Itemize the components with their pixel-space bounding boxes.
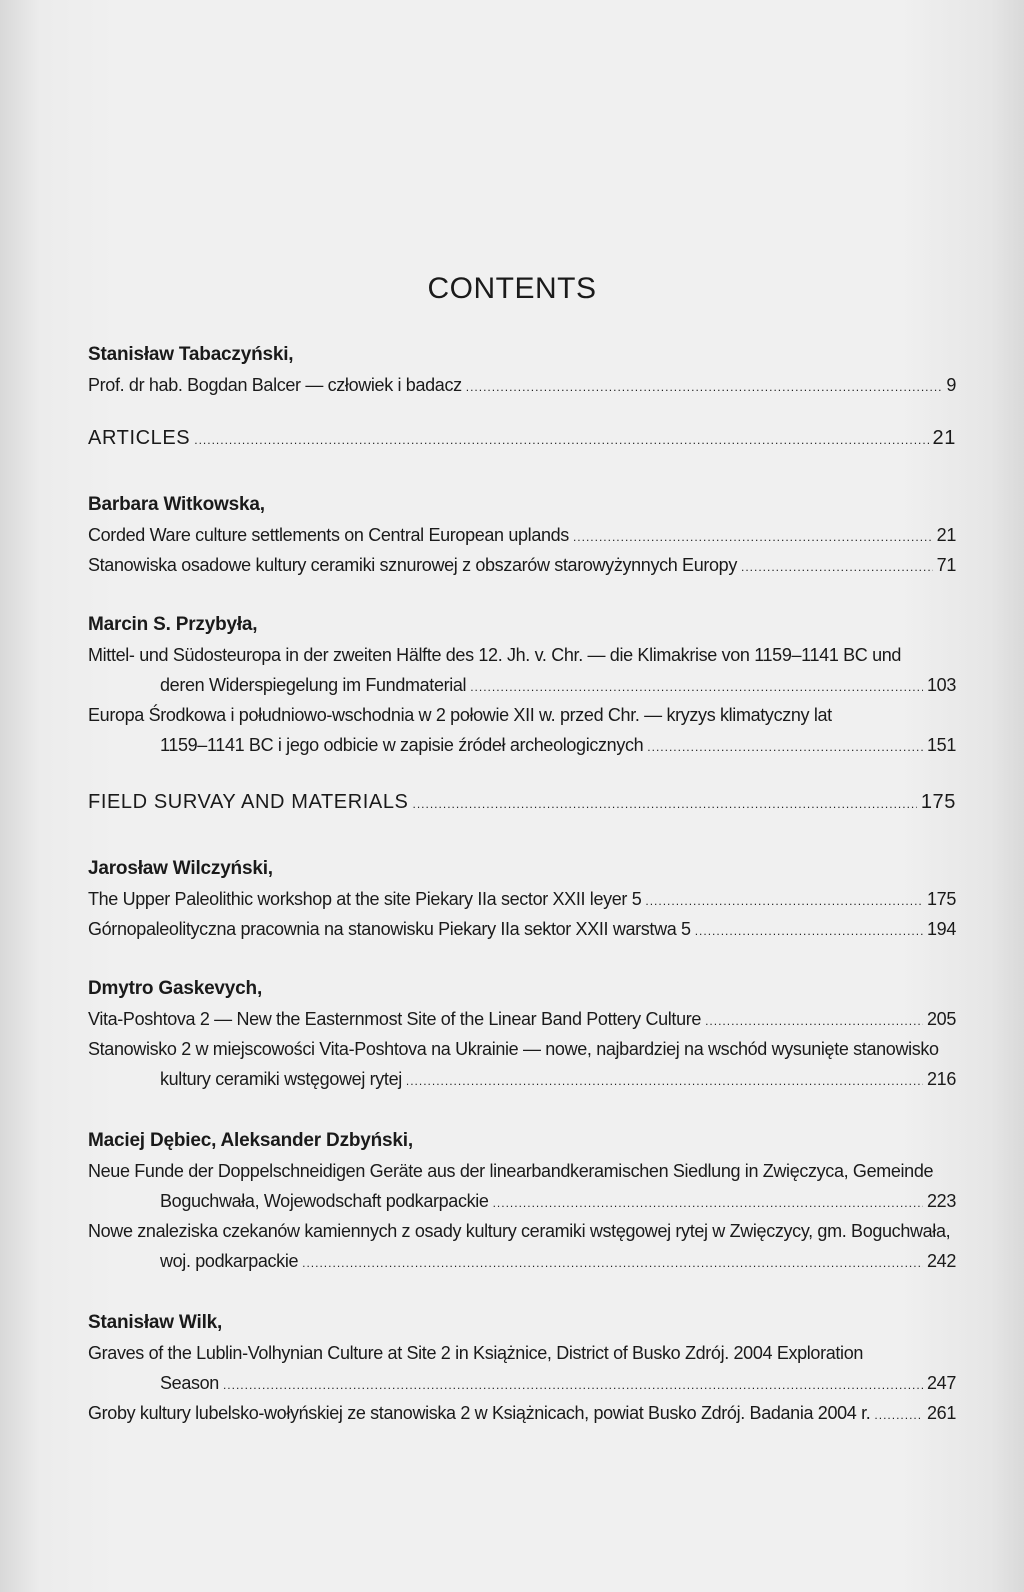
entry-title: Groby kultury lubelsko-wołyńskiej ze stanowiska 2 w Książnicach, powiat Busko Zdrój. Badania 2004 r.: [88, 1403, 871, 1423]
page-number: 151: [927, 735, 956, 755]
page-number: 242: [927, 1251, 956, 1271]
entry-title: deren Widerspiegelung im Fundmaterial: [160, 675, 467, 695]
toc-entry[interactable]: [88, 884, 956, 914]
toc-entry[interactable]: [88, 1004, 956, 1034]
page-number: 261: [927, 1403, 956, 1423]
dot-leader: [645, 886, 923, 916]
page-number: 175: [920, 791, 956, 813]
section-entry[interactable]: [88, 791, 956, 821]
toc-section: [88, 427, 956, 457]
toc-group: [88, 854, 956, 944]
page-number: 194: [927, 919, 956, 939]
dot-leader: [705, 1006, 923, 1036]
entry-title-line: Graves of the Lublin-Volhynian Culture at Site 2 in Książnice, District of Busko Zdrój. 2004 Exploration: [88, 1343, 864, 1363]
dot-leader: [573, 522, 933, 552]
toc-entry[interactable]: [88, 550, 956, 580]
author-name: Stanisław Tabaczyński,: [88, 344, 294, 365]
toc-entry[interactable]: [88, 1186, 956, 1216]
dot-leader: [647, 732, 923, 762]
entry-title: Górnopaleolityczna pracownia na stanowisku Piekary IIa sektor XXII warstwa 5: [88, 919, 691, 939]
toc-entry[interactable]: [88, 1368, 956, 1398]
dot-leader: [302, 1248, 923, 1278]
entry-title-line: Neue Funde der Doppelschneidigen Geräte aus der linearbandkeramischen Siedlung in Zwięczyca, Gemeinde: [88, 1161, 934, 1181]
entry-title: Stanowiska osadowe kultury ceramiki sznurowej z obszarów starowyżynnych Europy: [88, 555, 737, 575]
section-entry[interactable]: [88, 427, 956, 457]
page-number: 223: [927, 1191, 956, 1211]
entry-title: woj. podkarpackie: [160, 1251, 299, 1271]
toc-group: [88, 1308, 956, 1428]
dot-leader: [874, 1400, 923, 1430]
toc-group: [88, 490, 956, 580]
toc-entry[interactable]: [88, 670, 956, 700]
dot-leader: [493, 1188, 923, 1218]
entry-title-line: Europa Środkowa i południowo-wschodnia w 2 połowie XII w. przed Chr. — kryzys klimatyczny lat: [88, 705, 832, 725]
dot-leader: [413, 797, 917, 811]
section-title: ARTICLES: [88, 427, 191, 449]
page-number: 103: [927, 675, 956, 695]
entry-title: Corded Ware culture settlements on Central European uplands: [88, 525, 569, 545]
toc-entry[interactable]: [88, 520, 956, 550]
toc-group: [88, 974, 956, 1094]
section-title: FIELD SURVAY AND MATERIALS: [88, 791, 409, 813]
page-title: CONTENTS: [427, 272, 597, 305]
dot-leader: [406, 1066, 923, 1096]
entry-title: Prof. dr hab. Bogdan Balcer — człowiek i badacz: [88, 375, 462, 395]
author-name: Dmytro Gaskevych,: [88, 978, 263, 999]
entry-title: Season: [160, 1373, 219, 1393]
entry-title-line: Nowe znaleziska czekanów kamiennych z osady kultury ceramiki wstęgowej rytej w Zwięczycy, gm. Boguchwała,: [88, 1221, 951, 1241]
toc-group: [88, 1126, 956, 1276]
author-name: Stanisław Wilk,: [88, 1312, 223, 1333]
dot-leader: [470, 672, 923, 702]
page-number: 71: [936, 555, 956, 575]
entry-title: The Upper Paleolithic workshop at the site Piekary IIa sector XXII leyer 5: [88, 889, 642, 909]
entry-title-line: Stanowisko 2 w miejscowości Vita-Poshtova na Ukrainie — nowe, najbardziej na wschód wysunięte stanowisko: [88, 1039, 939, 1059]
dot-leader: [223, 1370, 923, 1400]
entry-title-line: Mittel- und Südosteuropa in der zweiten Hälfte des 12. Jh. v. Chr. — die Klimakrise von 1159–1141 BC und: [88, 645, 902, 665]
toc-entry[interactable]: [88, 1398, 956, 1428]
page-number: 21: [932, 427, 956, 449]
page-number: 21: [936, 525, 956, 545]
toc-entry[interactable]: [88, 1064, 956, 1094]
dot-leader: [466, 372, 943, 402]
page-number: 216: [927, 1069, 956, 1089]
entry-title: kultury ceramiki wstęgowej rytej: [160, 1069, 402, 1089]
entry-title: Boguchwała, Wojewodschaft podkarpackie: [160, 1191, 489, 1211]
page-number: 247: [927, 1373, 956, 1393]
author-name: Marcin S. Przybyła,: [88, 614, 258, 635]
dot-leader: [695, 916, 923, 946]
entry-title: 1159–1141 BC i jego odbicie w zapisie źródeł archeologicznych: [160, 735, 644, 755]
toc-group: [88, 610, 956, 760]
dot-leader: [741, 552, 933, 582]
toc-entry[interactable]: [88, 730, 956, 760]
entry-title: Vita-Poshtova 2 — New the Easternmost Site of the Linear Band Pottery Culture: [88, 1009, 702, 1029]
page-number: 175: [927, 889, 956, 909]
dot-leader: [194, 433, 928, 447]
toc-group: [88, 340, 956, 400]
toc-entry[interactable]: [88, 914, 956, 944]
toc-entry[interactable]: [88, 1246, 956, 1276]
toc-entry[interactable]: [88, 370, 956, 400]
page-number: 9: [946, 375, 956, 395]
toc-section: [88, 791, 956, 821]
page-number: 205: [927, 1009, 956, 1029]
author-name: Maciej Dębiec, Aleksander Dzbyński,: [88, 1130, 413, 1151]
author-name: Jarosław Wilczyński,: [88, 858, 273, 879]
author-name: Barbara Witkowska,: [88, 494, 265, 515]
